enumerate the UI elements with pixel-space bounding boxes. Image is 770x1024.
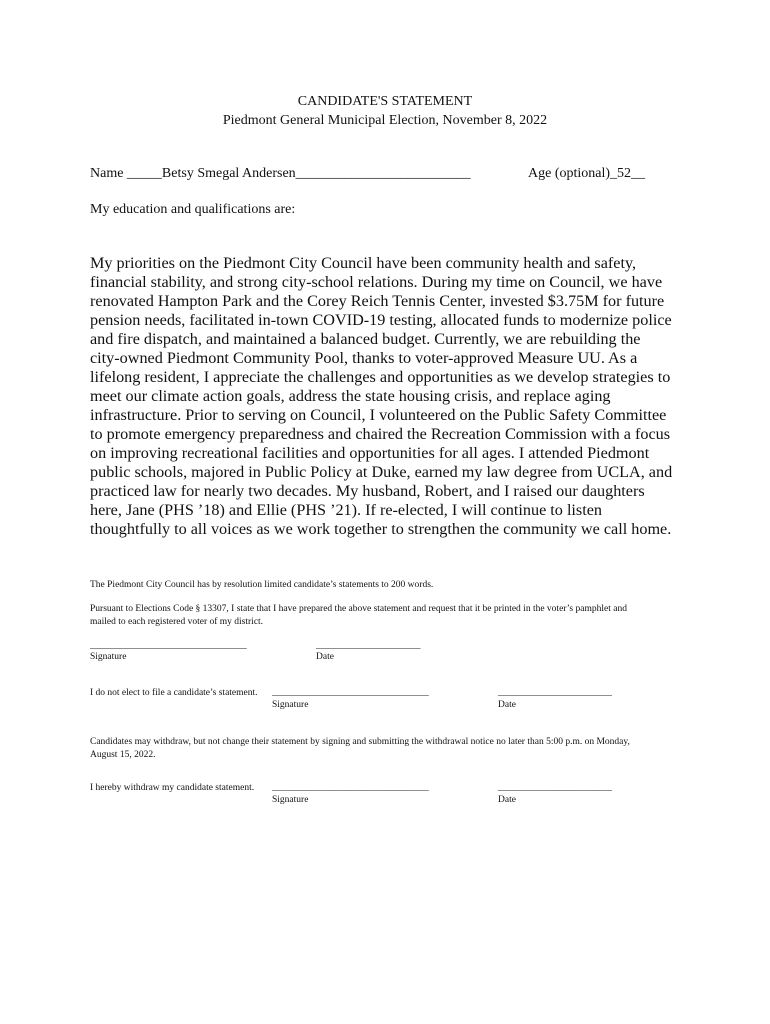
statement-line: meet our climate action goals, address the state housing crisis, and replace aging [90, 387, 611, 405]
decline-statement-text: I do not elect to file a candidate’s statement. [90, 688, 258, 698]
pursuant-line: Pursuant to Elections Code § 13307, I state that I have prepared the above statement and request that it be printed in the voter’s pamphlet and [90, 604, 627, 614]
statement-line: financial stability, and strong city-school relations. During my time on Council, we have [90, 273, 663, 291]
document-subtitle: Piedmont General Municipal Election, November 8, 2022 [222, 113, 548, 128]
statement-line: My priorities on the Piedmont City Council have been community health and safety, [90, 254, 637, 272]
decline-date-label: Date [498, 700, 516, 710]
withdraw-date-label: Date [498, 795, 516, 805]
date-line[interactable]: ______________________ [316, 641, 421, 651]
decline-date-line[interactable]: ________________________ [498, 688, 612, 698]
withdraw-notice [90, 736, 630, 762]
statement-line: lifelong resident, I appreciate the challenges and opportunities as we develop strategies to [90, 368, 671, 386]
statement-line: infrastructure. Prior to serving on Council, I volunteered on the Public Safety Committee [90, 406, 667, 424]
statement-line: and fire dispatch, and maintained a balanced budget. Currently, we are rebuilding the [90, 330, 641, 348]
signature-label: Signature [90, 652, 127, 662]
decline-signature-label: Signature [272, 700, 309, 710]
withdraw-statement-text: I hereby withdraw my candidate statement. [90, 783, 255, 793]
document-title: CANDIDATE'S STATEMENT [297, 94, 473, 109]
withdraw-date-line[interactable]: ________________________ [498, 783, 612, 793]
pursuant-note [90, 603, 627, 629]
statement-line: practiced law for nearly two decades. My husband, Robert, and I raised our daughters [90, 482, 645, 500]
withdraw-signature-label: Signature [272, 795, 309, 805]
education-label: My education and qualifications are: [90, 202, 296, 217]
pursuant-line: mailed to each registered voter of my district. [90, 617, 264, 627]
statement-line: public schools, majored in Public Policy at Duke, earned my law degree from UCLA, and [90, 463, 673, 481]
withdraw-notice-line: Candidates may withdraw, but not change their statement by signing and submitting the withdrawal notice no later than 5:00 p.m. on Monday, [90, 737, 630, 747]
withdraw-notice-line: August 15, 2022. [90, 750, 156, 760]
statement-line: on improving recreational facilities and opportunities for all ages. I attended Piedmont [90, 444, 650, 462]
candidate-statement [90, 254, 690, 539]
candidate-age-line: Age (optional)_52__ [528, 166, 646, 181]
withdraw-signature-line[interactable]: _________________________________ [272, 783, 429, 793]
date-label: Date [316, 652, 334, 662]
candidate-name-line: Name _____Betsy Smegal Andersen_________________________ [90, 166, 471, 181]
signature-line[interactable]: _________________________________ [90, 641, 247, 651]
statement-line: renovated Hampton Park and the Corey Reich Tennis Center, invested $3.75M for future [90, 292, 665, 310]
decline-signature-line[interactable]: _________________________________ [272, 688, 429, 698]
word-limit-note: The Piedmont City Council has by resolution limited candidate’s statements to 200 words. [90, 580, 434, 590]
statement-line: city-owned Piedmont Community Pool, thanks to voter-approved Measure UU. As a [90, 349, 638, 367]
statement-line: pension needs, facilitated in-town COVID-19 testing, allocated funds to modernize police [90, 311, 672, 329]
statement-line: to promote emergency preparedness and chaired the Recreation Commission with a focus [90, 425, 671, 443]
statement-line: thoughtfully to all voices as we work together to strengthen the community we call home. [90, 520, 672, 538]
statement-line: here, Jane (PHS ’18) and Ellie (PHS ’21). If re-elected, I will continue to listen [90, 501, 603, 519]
